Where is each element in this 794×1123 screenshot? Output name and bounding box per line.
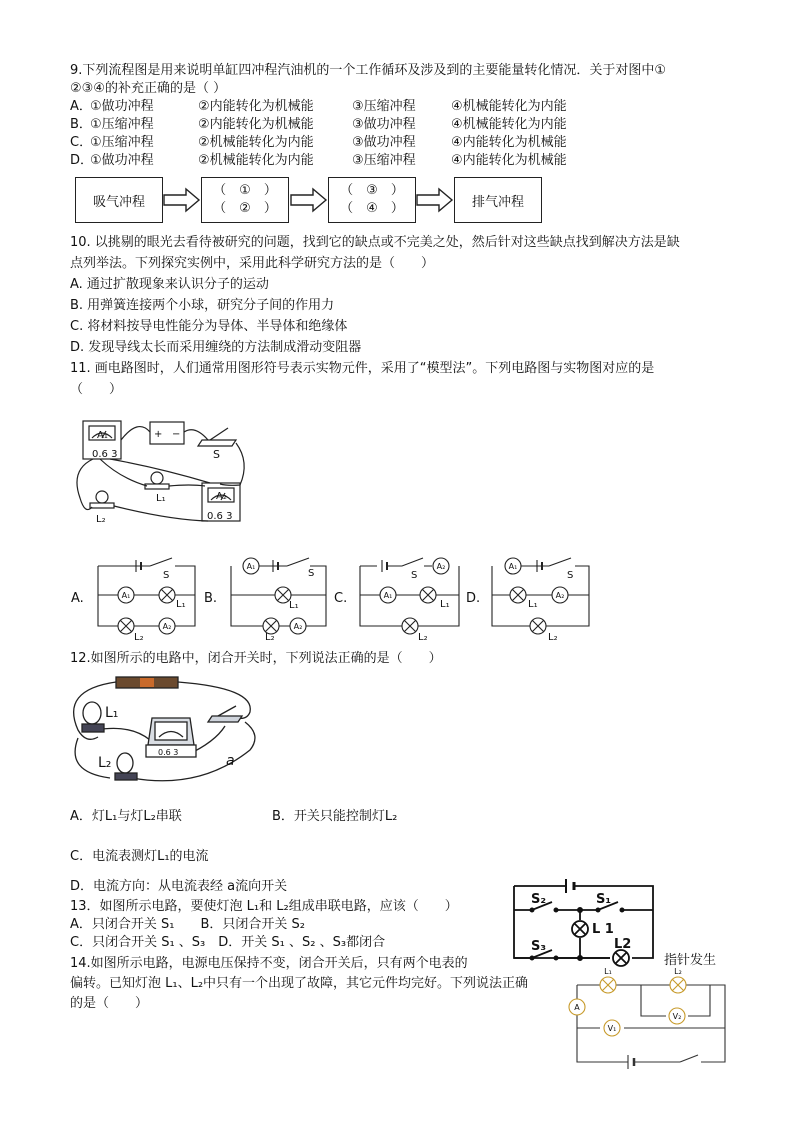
svg-text:A: A (574, 1003, 580, 1012)
svg-text:A₁: A₁ (508, 562, 518, 571)
flow-box-intake: 吸气冲程 (75, 177, 163, 223)
q14-stem-line1: 14.如图所示电路，电源电压保持不变，闭合开关后，只有两个电表的 (70, 956, 468, 971)
svg-text:A₁: A₁ (121, 591, 131, 600)
q11-a2-range: 0.6 3 (207, 511, 233, 522)
q12-option-d[interactable]: D．电流方向：从电流表经 a流向开关 (70, 879, 288, 894)
q13-l2-label: L2 (614, 937, 632, 952)
svg-text:S: S (308, 568, 315, 579)
q9-stem-line2: ②③④的补充正确的是（ ） (70, 81, 227, 96)
svg-text:V₁: V₁ (607, 1024, 617, 1033)
q9-option-b[interactable]: B．①压缩冲程 ②内能转化为机械能 ③做功冲程 ④机械能转化为内能 (70, 117, 567, 132)
q10-option-b[interactable]: B. 用弹簧连接两个小球，研究分子间的作用力 (70, 298, 335, 313)
q13-stem: 13．如图所示电路，要使灯泡 L₁和 L₂组成串联电路，应该（ ） (70, 899, 458, 914)
flow-blank-1: （ ① ） (213, 183, 277, 198)
q11-l1-label: L₁ (156, 493, 166, 504)
svg-text:S: S (411, 570, 418, 581)
flow-box-exhaust: 排气冲程 (454, 177, 542, 223)
q12-l2-label: L₂ (98, 755, 112, 771)
q10-stem-line2: 点列举法。下列探究实例中，采用此科学研究方法的是（ ） (70, 256, 435, 271)
q11-a1-label: A₁ (97, 430, 108, 441)
q9-option-a[interactable]: A．①做功冲程 ②内能转化为机械能 ③压缩冲程 ④机械能转化为内能 (70, 99, 567, 114)
svg-text:A₁: A₁ (246, 562, 256, 571)
q13-s3-label: S₃ (531, 939, 547, 954)
q12-a-label: a (226, 753, 235, 769)
q14-stem-line3: 的是（ ） (70, 996, 149, 1011)
svg-text:L₂: L₂ (418, 632, 428, 643)
svg-text:L₁: L₁ (528, 599, 538, 610)
q12-option-b[interactable]: B．开关只能控制灯L₂ (272, 809, 398, 824)
svg-text:S: S (163, 570, 170, 581)
q11-option-c[interactable]: C. (334, 591, 348, 606)
q14-stem-line2: 偏转。已知灯泡 L₁、L₂中只有一个出现了故障，其它元件均完好。下列说法正确 (70, 976, 529, 991)
svg-text:A₂: A₂ (293, 622, 303, 631)
q9-option-d[interactable]: D．①做功冲程 ②机械能转化为内能 ③压缩冲程 ④内能转化为机械能 (70, 153, 567, 168)
q13-s2-label: S₂ (531, 892, 547, 907)
q11-l2-label: L₂ (96, 514, 106, 525)
q12-option-a[interactable]: A．灯L₁与灯L₂串联 (70, 809, 182, 824)
flow-blank-3: （ ③ ） (340, 183, 404, 198)
flow-blank-2: （ ② ） (213, 201, 277, 216)
svg-text:L₁: L₁ (176, 599, 186, 610)
q14-overflow-text: 指针发生 (664, 953, 717, 968)
q13-s1-label: S₁ (596, 892, 612, 907)
q10-option-d[interactable]: D. 发现导线太长而采用缠绕的方法制成滑动变阻器 (70, 340, 362, 355)
q12-stem: 12.如图所示的电路中，闭合开关时，下列说法正确的是（ ） (70, 651, 442, 666)
q10-option-a[interactable]: A. 通过扩散现象来认识分子的运动 (70, 277, 269, 292)
q11-stem-line1: 11. 画电路图时，人们通常用图形符号表示实物元件，采用了“模型法”。下列电路图与实物图对应的是 (70, 361, 655, 376)
q10-stem-line1: 10. 以挑剔的眼光去看待被研究的问题，找到它的缺点或不完美之处，然后针对这些缺点找到解决方法是缺 (70, 235, 680, 250)
svg-text:S: S (567, 570, 574, 581)
q11-option-d[interactable]: D. (466, 591, 481, 606)
q10-option-c[interactable]: C. 将材料按导电性能分为导体、半导体和绝缘体 (70, 319, 348, 334)
q13-l1-label: L 1 (592, 922, 614, 937)
svg-text:L₂: L₂ (548, 632, 558, 643)
q9-stem-line1: 9.下列流程图是用来说明单缸四冲程汽油机的一个工作循环及涉及到的主要能量转化情况．关于对图中① (70, 63, 667, 78)
q11-switch-label: S (213, 448, 220, 461)
q13-options-row1[interactable]: A．只闭合开关 S₁ B．只闭合开关 S₂ (70, 917, 306, 932)
q13-options-row2[interactable]: C．只闭合开关 S₁ 、S₃ D．开关 S₁ 、S₂ 、S₃都闭合 (70, 935, 386, 950)
flow-blank-4: （ ④ ） (340, 201, 404, 216)
q12-ammeter-range: 0.6 3 (158, 748, 179, 757)
svg-text:V₂: V₂ (672, 1012, 682, 1021)
q12-l1-label: L₁ (105, 705, 119, 721)
svg-text:A₂: A₂ (162, 622, 172, 631)
svg-text:A₂: A₂ (436, 562, 446, 571)
q9-option-c[interactable]: C．①压缩冲程 ②机械能转化为内能 ③做功冲程 ④内能转化为机械能 (70, 135, 567, 150)
q11-a2-label: A₂ (216, 491, 227, 502)
svg-text:A₁: A₁ (383, 591, 393, 600)
svg-text:L₁: L₁ (289, 600, 299, 611)
q11-option-a[interactable]: A. (71, 591, 84, 606)
q14-l1-label: L₁ (604, 967, 612, 976)
svg-text:L₂: L₂ (134, 632, 144, 643)
q11-option-b[interactable]: B. (204, 591, 218, 606)
q11-a1-range: 0.6 3 (92, 449, 118, 460)
q11-battery-minus: − (172, 429, 181, 440)
q11-stem-line2: （ ） (70, 382, 123, 397)
q14-l2-label: L₂ (674, 967, 682, 976)
svg-text:A₂: A₂ (555, 591, 565, 600)
svg-text:L₂: L₂ (265, 632, 275, 643)
svg-text:L₁: L₁ (440, 599, 450, 610)
q11-battery-plus: + (154, 429, 163, 440)
q12-option-c[interactable]: C．电流表测灯L₁的电流 (70, 849, 209, 864)
